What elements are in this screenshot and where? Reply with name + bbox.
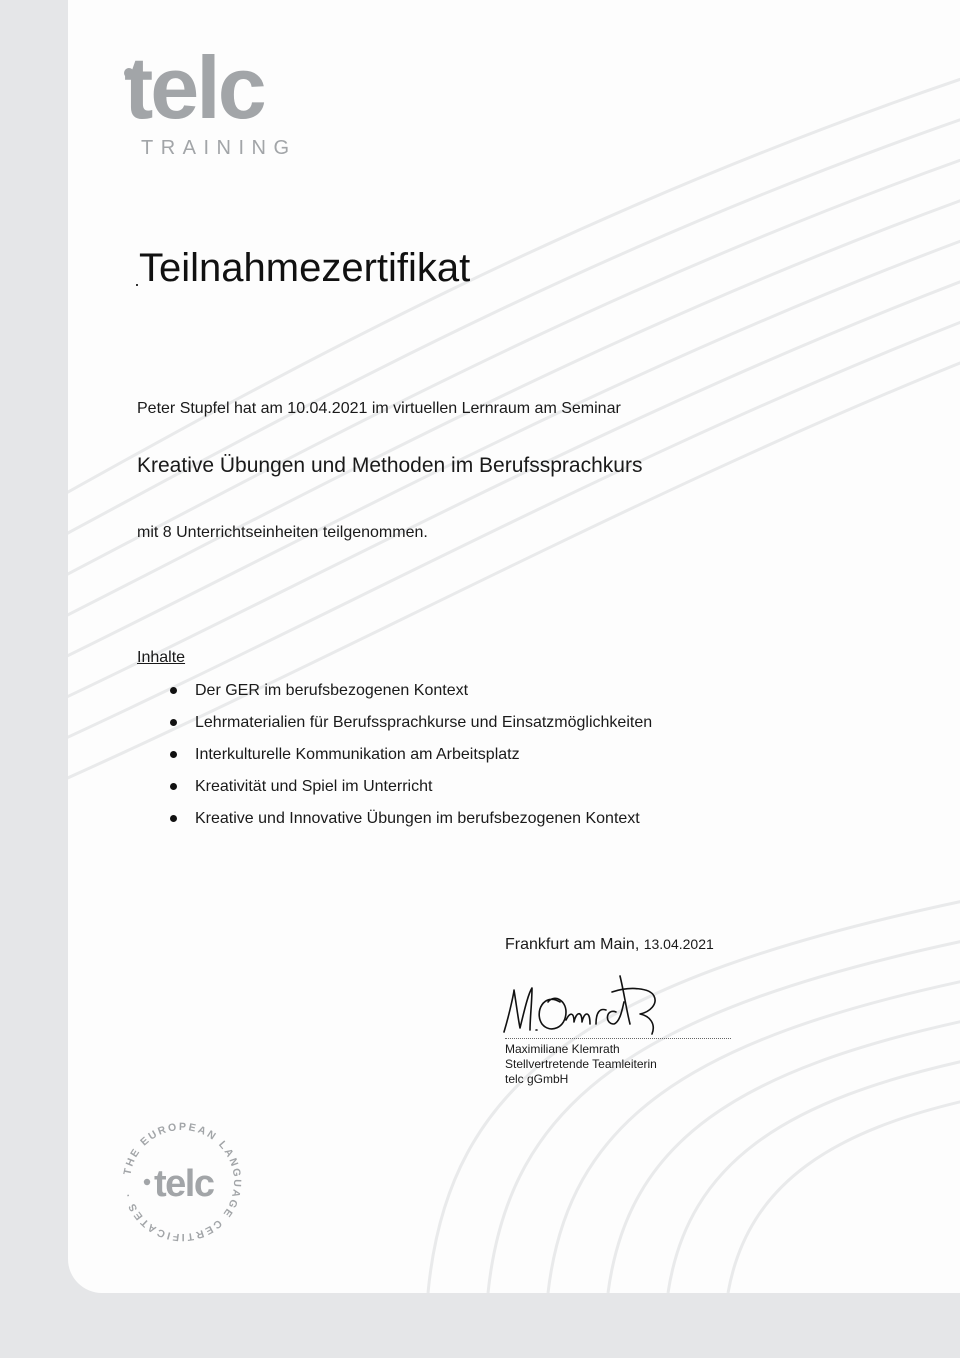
- list-item-text: Kreative und Innovative Übungen im berufsbezogenen Kontext: [195, 810, 640, 827]
- list-item: [166, 713, 652, 745]
- contents-heading: Inhalte: [137, 649, 186, 666]
- handwritten-signature: [500, 972, 670, 1038]
- list-item-text: Interkulturelle Kommunikation am Arbeitsplatz: [195, 746, 520, 763]
- place-date: [505, 936, 714, 954]
- signer-name: Maximiliane Klemrath: [505, 1042, 620, 1056]
- signature-line: [505, 1038, 731, 1039]
- list-item-text: Kreativität und Spiel im Unterricht: [195, 778, 433, 795]
- date-text: 13.04.2021: [643, 936, 714, 952]
- seal-ring-text: THE EUROPEAN LANGUAGE CERTIFICATES ·: [121, 1120, 244, 1244]
- background-swirl-pattern: [68, 0, 960, 1293]
- bullet-icon: [170, 751, 177, 758]
- bullet-icon: [170, 719, 177, 726]
- certificate-title: Teilnahmezertifikat: [139, 246, 471, 290]
- certificate-sheet: [68, 0, 960, 1293]
- bullet-icon: [170, 783, 177, 790]
- list-item: [166, 681, 652, 713]
- contents-list: [166, 681, 652, 841]
- seal-center-text: telc: [154, 1163, 214, 1205]
- telc-seal-logo: [112, 1118, 252, 1246]
- list-item: [166, 809, 652, 841]
- course-title: Kreative Übungen und Methoden im Berufssprachkurs: [137, 454, 643, 477]
- list-item-text: Der GER im berufsbezogenen Kontext: [195, 682, 469, 699]
- bullet-icon: [170, 815, 177, 822]
- list-item: [166, 745, 652, 777]
- list-item: [166, 777, 652, 809]
- signer-org: telc gGmbH: [505, 1072, 569, 1086]
- intro-text: Peter Stupfel hat am 10.04.2021 im virtuellen Lernraum am Seminar: [137, 400, 621, 417]
- units-text: mit 8 Unterrichtseinheiten teilgenommen.: [137, 524, 428, 541]
- telc-logo: [124, 38, 264, 137]
- logo-subtitle: TRAINING: [141, 137, 297, 159]
- bullet-icon: [170, 687, 177, 694]
- place-text: Frankfurt am Main,: [505, 936, 640, 953]
- list-item-text: Lehrmaterialien für Berufssprachkurse und Einsatzmöglichkeiten: [195, 714, 653, 731]
- signer-role: Stellvertretende Teamleiterin: [505, 1057, 657, 1071]
- title-dot: [136, 284, 138, 286]
- logo-wordmark: telc: [124, 38, 264, 137]
- signer-block: [505, 1042, 657, 1087]
